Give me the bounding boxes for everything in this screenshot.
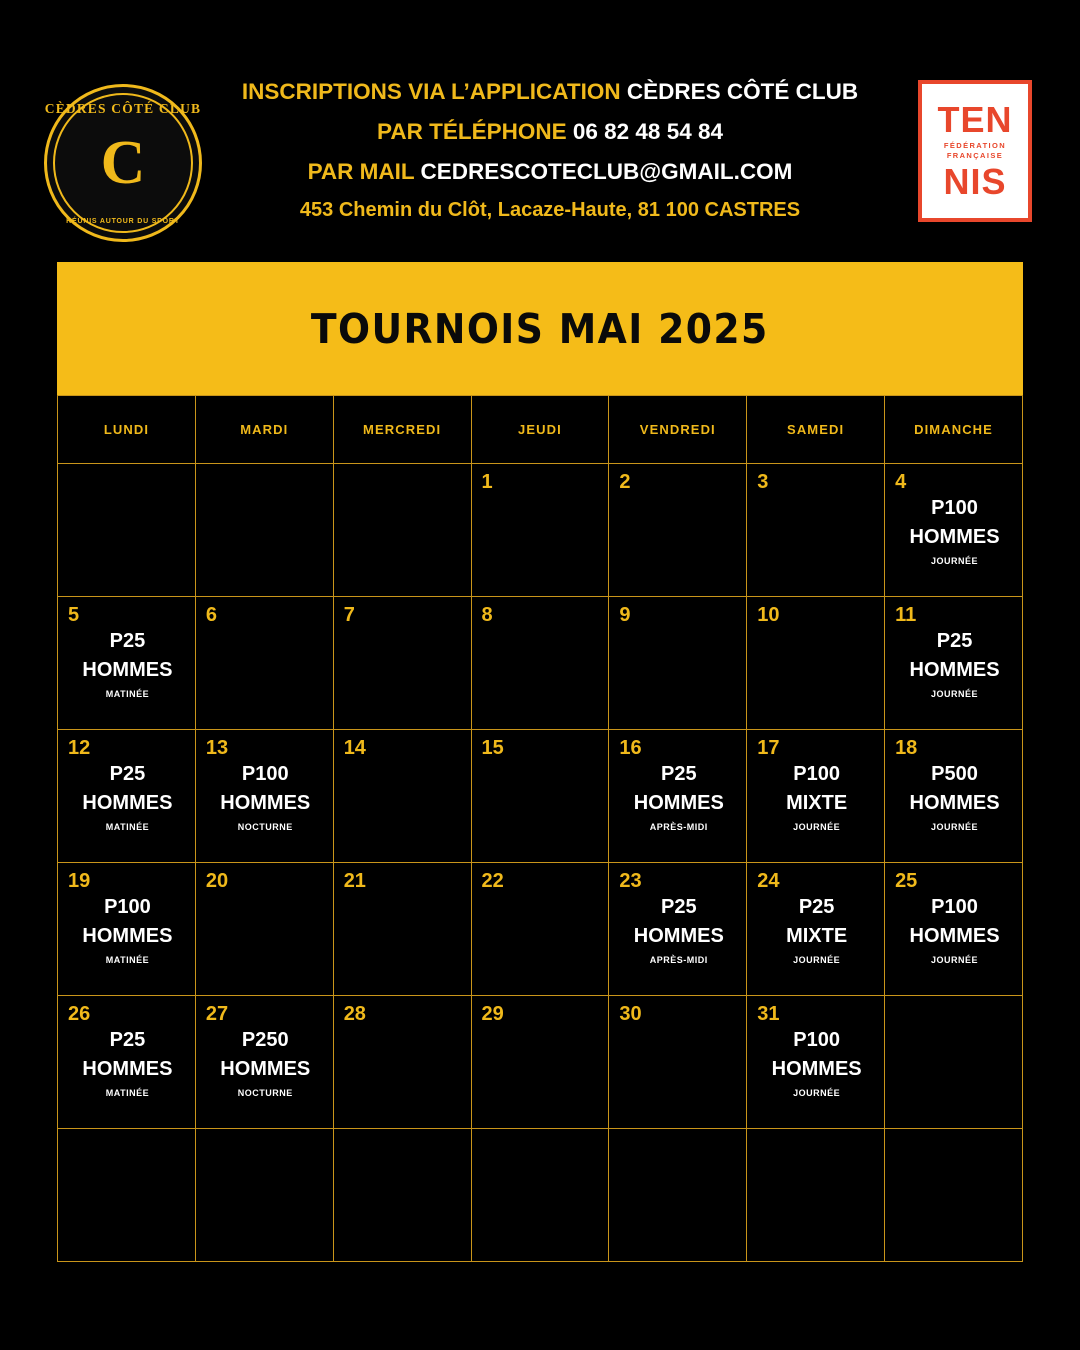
- day-number: 11: [895, 604, 917, 626]
- contact-block: [210, 78, 890, 222]
- day-number: 3: [757, 471, 769, 493]
- calendar-day-cell[interactable]: [747, 464, 885, 597]
- event-gender: HOMMES: [82, 925, 173, 947]
- calendar-day-cell[interactable]: [333, 996, 471, 1129]
- calendar-day-cell[interactable]: [471, 863, 609, 996]
- weekday-header-3: JEUDI: [471, 396, 609, 464]
- tournament-event[interactable]: [68, 893, 187, 965]
- contact-line-app: [210, 78, 890, 105]
- contact-mail-value: CEDRESCOTECLUB@GMAIL.COM: [420, 159, 793, 184]
- event-category: P100: [793, 1029, 840, 1051]
- event-gender: HOMMES: [909, 792, 1000, 814]
- tournament-event[interactable]: [895, 893, 1014, 965]
- calendar-day-cell[interactable]: [885, 597, 1023, 730]
- event-time-of-day: JOURNÉE: [793, 822, 841, 832]
- weekday-header-5: SAMEDI: [747, 396, 885, 464]
- day-number: 19: [68, 870, 91, 892]
- event-gender: MIXTE: [786, 792, 848, 814]
- logo-top-text: CÈDRES CÔTÉ CLUB: [44, 101, 202, 116]
- calendar-day-cell[interactable]: [333, 597, 471, 730]
- contact-phone-label: PAR TÉLÉPHONE: [377, 119, 573, 144]
- event-gender: MIXTE: [786, 925, 848, 947]
- day-number: 15: [481, 737, 504, 759]
- event-time-of-day: NOCTURNE: [237, 1088, 293, 1098]
- contact-phone-value: 06 82 48 54 84: [572, 119, 723, 144]
- event-category: P100: [241, 763, 289, 785]
- calendar-day-cell[interactable]: [471, 730, 609, 863]
- event-time-of-day: MATINÉE: [105, 822, 150, 832]
- day-number: 18: [895, 737, 918, 759]
- calendar-body: [58, 464, 1023, 1262]
- contact-line-phone: [210, 118, 890, 145]
- event-time-of-day: JOURNÉE: [793, 955, 841, 965]
- tournament-event[interactable]: [895, 494, 1014, 566]
- calendar-day-cell[interactable]: [609, 597, 747, 730]
- weekday-header-0: LUNDI: [58, 396, 196, 464]
- event-time-of-day: JOURNÉE: [793, 1088, 841, 1098]
- event-gender: HOMMES: [909, 925, 1000, 947]
- day-number: 25: [895, 870, 918, 892]
- event-time-of-day: MATINÉE: [105, 955, 150, 965]
- logo-bottom-text: RÉUNIS AUTOUR DU SPORT: [66, 218, 180, 225]
- day-number: 4: [895, 471, 907, 493]
- calendar-week-row: [58, 996, 1023, 1129]
- calendar-week-row: [58, 863, 1023, 996]
- calendar-day-cell[interactable]: [333, 1129, 471, 1262]
- calendar-day-cell[interactable]: [609, 863, 747, 996]
- fft-subtitle: [944, 141, 1006, 161]
- weekday-header-6: DIMANCHE: [885, 396, 1023, 464]
- calendar-day-cell[interactable]: [471, 996, 609, 1129]
- event-category: P250: [241, 1029, 289, 1051]
- calendar-day-cell[interactable]: [609, 464, 747, 597]
- poster-header: [0, 0, 1080, 262]
- day-number: 17: [757, 737, 780, 759]
- day-number: 10: [757, 604, 780, 626]
- day-number: 26: [68, 1003, 91, 1025]
- calendar-table: [57, 395, 1023, 1262]
- event-gender: HOMMES: [909, 659, 1000, 681]
- day-number: 29: [481, 1003, 504, 1025]
- event-category: P25: [109, 1029, 146, 1051]
- calendar-day-cell[interactable]: [58, 863, 196, 996]
- calendar-day-cell[interactable]: [471, 464, 609, 597]
- tournament-event[interactable]: [206, 760, 325, 832]
- calendar-day-cell[interactable]: [747, 863, 885, 996]
- tournament-event[interactable]: [895, 760, 1014, 832]
- weekday-header-1: MARDI: [195, 396, 333, 464]
- calendar-day-cell[interactable]: [885, 730, 1023, 863]
- event-time-of-day: NOCTURNE: [237, 822, 293, 832]
- tournament-event[interactable]: [619, 760, 738, 832]
- calendar-day-cell[interactable]: [609, 996, 747, 1129]
- calendar-title-bar: [57, 262, 1023, 395]
- calendar-week-row: [58, 597, 1023, 730]
- day-number: 21: [343, 870, 366, 892]
- day-number: 2: [619, 471, 631, 493]
- fft-line-ten: TEN: [937, 98, 1013, 140]
- calendar-day-cell[interactable]: [885, 863, 1023, 996]
- calendar-day-cell[interactable]: [609, 730, 747, 863]
- event-category: P25: [798, 896, 835, 918]
- day-number: 28: [343, 1003, 366, 1025]
- day-number: 8: [481, 604, 493, 626]
- day-number: 20: [205, 870, 229, 892]
- day-number: 12: [68, 737, 91, 759]
- calendar-day-cell[interactable]: [885, 464, 1023, 597]
- calendar-day-cell[interactable]: [747, 1129, 885, 1262]
- tournament-event[interactable]: [206, 1026, 325, 1098]
- tournament-event[interactable]: [68, 627, 187, 699]
- calendar-day-cell[interactable]: [885, 996, 1023, 1129]
- event-time-of-day: MATINÉE: [105, 689, 150, 699]
- calendar-day-cell[interactable]: [609, 1129, 747, 1262]
- calendar-day-cell[interactable]: [195, 1129, 333, 1262]
- contact-app-label: INSCRIPTIONS VIA L’APPLICATION: [241, 79, 627, 104]
- event-category: P25: [109, 630, 146, 652]
- event-category: P100: [793, 763, 840, 785]
- calendar-day-cell[interactable]: [747, 996, 885, 1129]
- event-time-of-day: JOURNÉE: [931, 955, 979, 965]
- event-category: P100: [104, 896, 151, 918]
- calendar-day-cell[interactable]: [333, 464, 471, 597]
- event-gender: HOMMES: [220, 1058, 311, 1080]
- weekday-header-4: VENDREDI: [609, 396, 747, 464]
- calendar-week-row: [58, 464, 1023, 597]
- event-time-of-day: JOURNÉE: [931, 556, 979, 566]
- event-gender: HOMMES: [220, 792, 311, 814]
- event-time-of-day: APRÈS-MIDI: [649, 822, 708, 832]
- event-gender: HOMMES: [771, 1058, 862, 1080]
- calendar-day-cell[interactable]: [195, 597, 333, 730]
- fft-line-nis: NIS: [943, 161, 1007, 203]
- event-category: P25: [661, 763, 697, 785]
- day-number: 13: [205, 737, 229, 759]
- event-gender: HOMMES: [909, 526, 1000, 548]
- calendar-week-row: [58, 730, 1023, 863]
- event-time-of-day: APRÈS-MIDI: [649, 955, 708, 965]
- logo-letter: C: [100, 129, 146, 197]
- day-number: 14: [343, 737, 366, 759]
- fft-subtitle-line1: FÉDÉRATION: [943, 140, 1007, 150]
- fft-logo: [918, 80, 1032, 222]
- event-category: P25: [661, 896, 697, 918]
- event-time-of-day: MATINÉE: [105, 1088, 150, 1098]
- tournament-event[interactable]: [757, 893, 876, 965]
- calendar-day-cell[interactable]: [58, 597, 196, 730]
- calendar-week-row: [58, 1129, 1023, 1262]
- day-number: 7: [343, 604, 355, 626]
- calendar-day-cell[interactable]: [195, 464, 333, 597]
- tournament-event[interactable]: [757, 1026, 876, 1098]
- calendar-day-cell[interactable]: [195, 863, 333, 996]
- day-number: 16: [619, 737, 642, 759]
- event-category: P100: [931, 497, 978, 519]
- contact-app-value: CÈDRES CÔTÉ CLUB: [626, 79, 859, 104]
- day-number: 31: [757, 1003, 780, 1025]
- calendar-day-cell[interactable]: [471, 597, 609, 730]
- calendar-day-cell[interactable]: [747, 597, 885, 730]
- calendar-header-row: [58, 396, 1023, 464]
- calendar: [57, 262, 1023, 1262]
- contact-mail-label: PAR MAIL: [307, 159, 421, 184]
- tournament-event[interactable]: [757, 760, 876, 832]
- event-time-of-day: JOURNÉE: [931, 689, 979, 699]
- day-number: 9: [619, 604, 631, 626]
- tournament-event[interactable]: [619, 893, 738, 965]
- day-number: 24: [757, 870, 780, 892]
- event-category: P500: [931, 763, 978, 785]
- tournament-event[interactable]: [68, 760, 187, 832]
- calendar-day-cell[interactable]: [58, 996, 196, 1129]
- club-logo: [44, 84, 202, 242]
- day-number: 1: [481, 471, 493, 493]
- event-time-of-day: JOURNÉE: [931, 822, 979, 832]
- day-number: 27: [205, 1003, 229, 1025]
- event-gender: HOMMES: [82, 659, 173, 681]
- day-number: 6: [205, 604, 217, 626]
- fft-subtitle-line2: FRANÇAISE: [946, 151, 1004, 160]
- tournament-event[interactable]: [68, 1026, 187, 1098]
- day-number: 5: [68, 604, 80, 626]
- calendar-day-cell[interactable]: [58, 464, 196, 597]
- calendar-day-cell[interactable]: [195, 996, 333, 1129]
- calendar-day-cell[interactable]: [885, 1129, 1023, 1262]
- calendar-day-cell[interactable]: [195, 730, 333, 863]
- day-number: 30: [619, 1003, 642, 1025]
- day-number: 23: [619, 870, 642, 892]
- event-category: P25: [109, 763, 146, 785]
- calendar-day-cell[interactable]: [58, 730, 196, 863]
- calendar-day-cell[interactable]: [471, 1129, 609, 1262]
- calendar-title: TOURNOIS MAI 2025: [311, 304, 769, 353]
- tournament-event[interactable]: [895, 627, 1014, 699]
- contact-line-mail: [210, 158, 890, 185]
- event-gender: HOMMES: [633, 925, 724, 947]
- day-number: 22: [481, 870, 504, 892]
- event-category: P25: [936, 630, 973, 652]
- calendar-day-cell[interactable]: [333, 730, 471, 863]
- event-gender: HOMMES: [633, 792, 724, 814]
- event-category: P100: [931, 896, 978, 918]
- calendar-day-cell[interactable]: [333, 863, 471, 996]
- event-gender: HOMMES: [82, 792, 173, 814]
- contact-address: 453 Chemin du Clôt, Lacaze-Haute, 81 100 CASTRES: [299, 199, 801, 221]
- weekday-header-2: MERCREDI: [333, 396, 471, 464]
- calendar-day-cell[interactable]: [747, 730, 885, 863]
- calendar-day-cell[interactable]: [58, 1129, 196, 1262]
- event-gender: HOMMES: [82, 1058, 173, 1080]
